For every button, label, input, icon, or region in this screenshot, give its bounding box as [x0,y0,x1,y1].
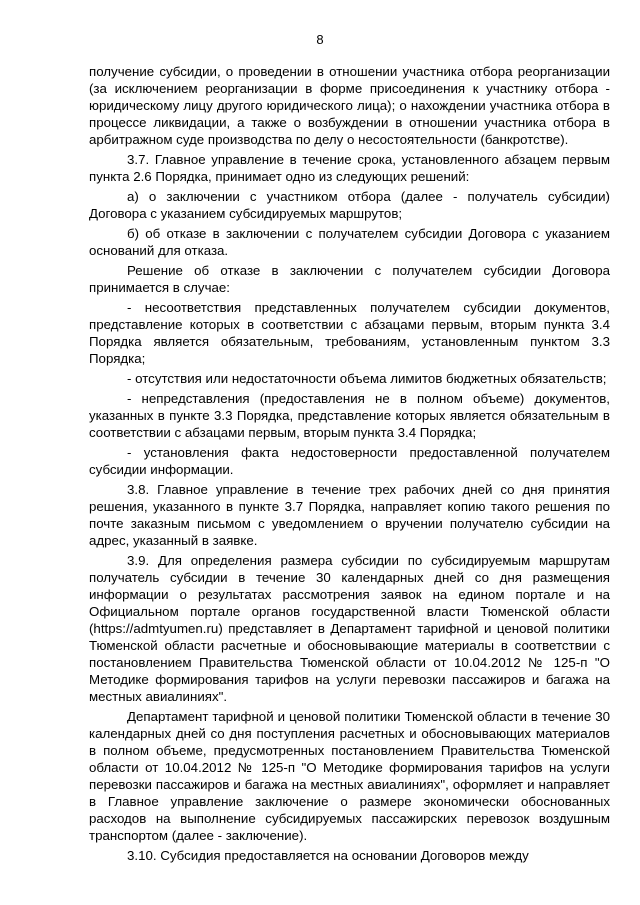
list-item-nonsubmission: - непредставления (предоставления не в полном объеме) документов, указанных в пункте 3.3 Порядка, представление которых является обязательным в соответствии с абзацами первым, вторым пункта 3.4 Порядка; [89,391,610,440]
page-number: 8 [316,32,324,47]
list-item-budget-limits: - отсутствия или недостаточности объема лимитов бюджетных обязательств; [127,371,607,386]
paragraph-3-7: 3.7. Главное управление в течение срока, установленного абзацем первым пункта 2.6 Порядка, принимает одно из следующих решений: [89,152,610,184]
document-body [89,63,610,867]
paragraph-3-9: 3.9. Для определения размера субсидии по субсидируемым маршрутам получатель субсидии в течение 30 календарных дней со дня размещения информации о результатах рассмотрения заявок на едином портале и на Официальном портале органов государственной власти Тюменской области (https://admtyumen.ru) представляет в Департамент тарифной и ценовой политики Тюменской области расчетные и обосновывающие материалы в соответствии с постановлением Правительства Тюменской области от 10.04.2012 № 125-п "О Методике формирования тарифов на услуги перевозки пассажиров и багажа на местных авиалиниях". [89,553,610,704]
paragraph-refusal-cases: Решение об отказе в заключении с получателем субсидии Договора принимается в случае: [89,263,610,295]
paragraph-bankruptcy-continuation: получение субсидии, о проведении в отношении участника отбора реорганизации (за исключением реорганизации в форме присоединения к участнику отбора - юридическому лицу другого юридического лица); о нахождении участника отбора в процессе ликвидации, а также о возбуждении в отношении участника отбора в арбитражном суде производства по делу о несостоятельности (банкротстве). [89,64,610,147]
paragraph-3-7-b: б) об отказе в заключении с получателем субсидии Договора с указанием оснований для отказа. [89,226,610,258]
list-item-nonconformity: - несоответствия представленных получателем субсидии документов, представление которых в соответствии с абзацами первым, вторым пункта 3.4 Порядка является обязательным, требованиям, установленным пунктом 3.3 Порядка; [89,300,610,366]
paragraph-3-8: 3.8. Главное управление в течение трех рабочих дней со дня принятия решения, указанного в пункте 3.7 Порядка, направляет копию такого решения по почте заказным письмом с уведомлением о вручении получателю субсидии на адрес, указанный в заявке. [89,482,610,548]
paragraph-3-7-a: а) о заключении с участником отбора (далее - получатель субсидии) Договора с указанием субсидируемых маршрутов; [89,189,610,221]
list-item-false-information: - установления факта недостоверности предоставленной получателем субсидии информации. [89,445,610,477]
paragraph-department-conclusion: Департамент тарифной и ценовой политики Тюменской области в течение 30 календарных дней со дня поступления расчетных и обосновывающих материалов в полном объеме, предусмотренных постановлением Правительства Тюменской области от 10.04.2012 № 125-п "О Методике формирования тарифов на услуги перевозки пассажиров и багажа на местных авиалиниях", оформляет и направляет в Главное управление заключение о размере экономически обоснованных расходов на выполнение субсидируемых пассажирских перевозок воздушным транспортом (далее - заключение). [89,709,610,843]
paragraph-3-10: 3.10. Субсидия предоставляется на основании Договоров между [127,848,529,863]
